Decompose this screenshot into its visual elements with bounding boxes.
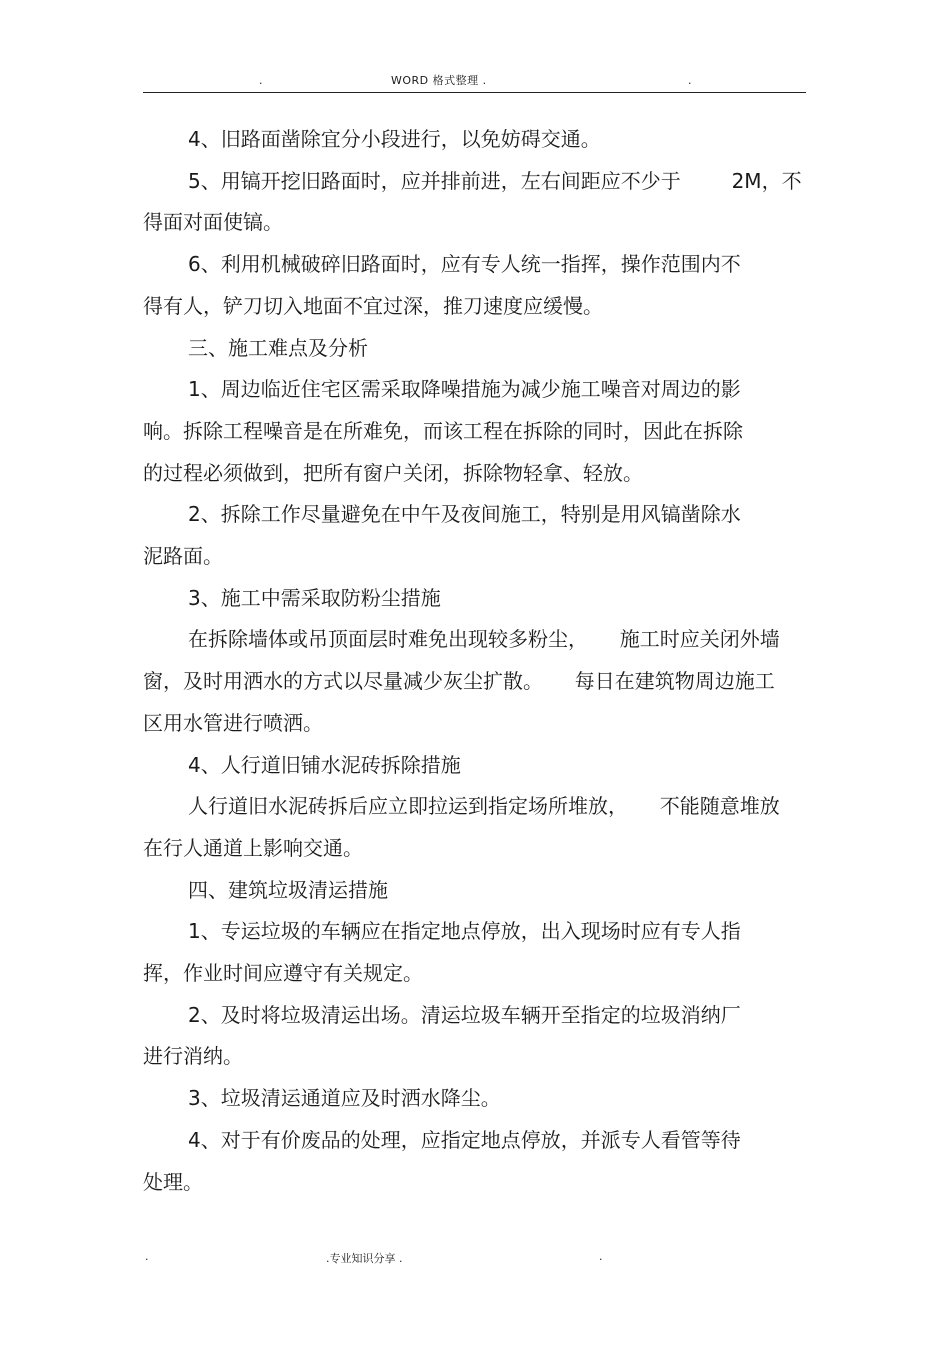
text-line: 4、旧路面凿除宜分小段进行，以免妨碍交通。 (188, 127, 601, 151)
header-dot-right: . (688, 74, 692, 87)
footer-text: .专业知识分享 . (326, 1252, 403, 1265)
text-line: 在拆除墙体或吊顶面层时难免出现较多粉尘， 施工时应关闭外墙 (188, 627, 780, 652)
text-line: 3、垃圾清运通道应及时洒水降尘。 (188, 1086, 501, 1111)
text-line: 挥，作业时间应遵守有关规定。 (143, 961, 423, 985)
text-line: 得有人，铲刀切入地面不宜过深，推刀速度应缓慢。 (143, 293, 603, 318)
text-line: 在行人通道上影响交通。 (143, 835, 363, 860)
text-line: 得面对面使镐。 (143, 210, 283, 235)
text-line: 4、人行道旧铺水泥砖拆除措施 (188, 752, 461, 777)
text-line: 进行消纳。 (143, 1044, 243, 1069)
text-line: 2、及时将垃圾清运出场。清运垃圾车辆开至指定的垃圾消纳厂 (188, 1002, 741, 1027)
page-header (143, 68, 806, 93)
text-line: 响。拆除工程噪音是在所难免，而该工程在拆除的同时，因此在拆除 (143, 418, 743, 443)
header-dot-left: . (259, 74, 263, 87)
text-line: 1、专运垃圾的车辆应在指定地点停放，出入现场时应有专人指 (188, 919, 741, 944)
text-line: 处理。 (143, 1169, 203, 1194)
text-line: 泥路面。 (143, 544, 223, 568)
text-line: 四、建筑垃圾清运措施 (188, 877, 388, 902)
text-line: 3、施工中需采取防粉尘措施 (188, 585, 441, 610)
text-line: 三、施工难点及分析 (188, 335, 368, 360)
text-line: 6、利用机械破碎旧路面时，应有专人统一指挥，操作范围内不 (188, 252, 741, 277)
text-line: 2、拆除工作尽量避免在中午及夜间施工，特别是用风镐凿除水 (188, 502, 741, 527)
text-line: 1、周边临近住宅区需采取降噪措施为减少施工噪音对周边的影 (188, 377, 741, 402)
header-title: WORD 格式整理 . (391, 74, 487, 87)
text-line: 人行道旧水泥砖拆后应立即拉运到指定场所堆放， 不能随意堆放 (188, 794, 780, 819)
text-line: 的过程必须做到，把所有窗户关闭，拆除物轻拿、轻放。 (143, 460, 643, 485)
text-line: 4、对于有价废品的处理，应指定地点停放，并派专人看管等待 (188, 1127, 741, 1152)
footer-dot-left: . (145, 1250, 149, 1263)
text-line: 窗，及时用洒水的方式以尽量减少灰尘扩散。 每日在建筑物周边施工 (143, 669, 775, 694)
footer-dot-right: . (599, 1250, 603, 1263)
text-line: 区用水管进行喷洒。 (143, 710, 323, 735)
text-line: 5、用镐开挖旧路面时，应并排前进，左右间距应不少于 2M，不 (188, 168, 802, 193)
